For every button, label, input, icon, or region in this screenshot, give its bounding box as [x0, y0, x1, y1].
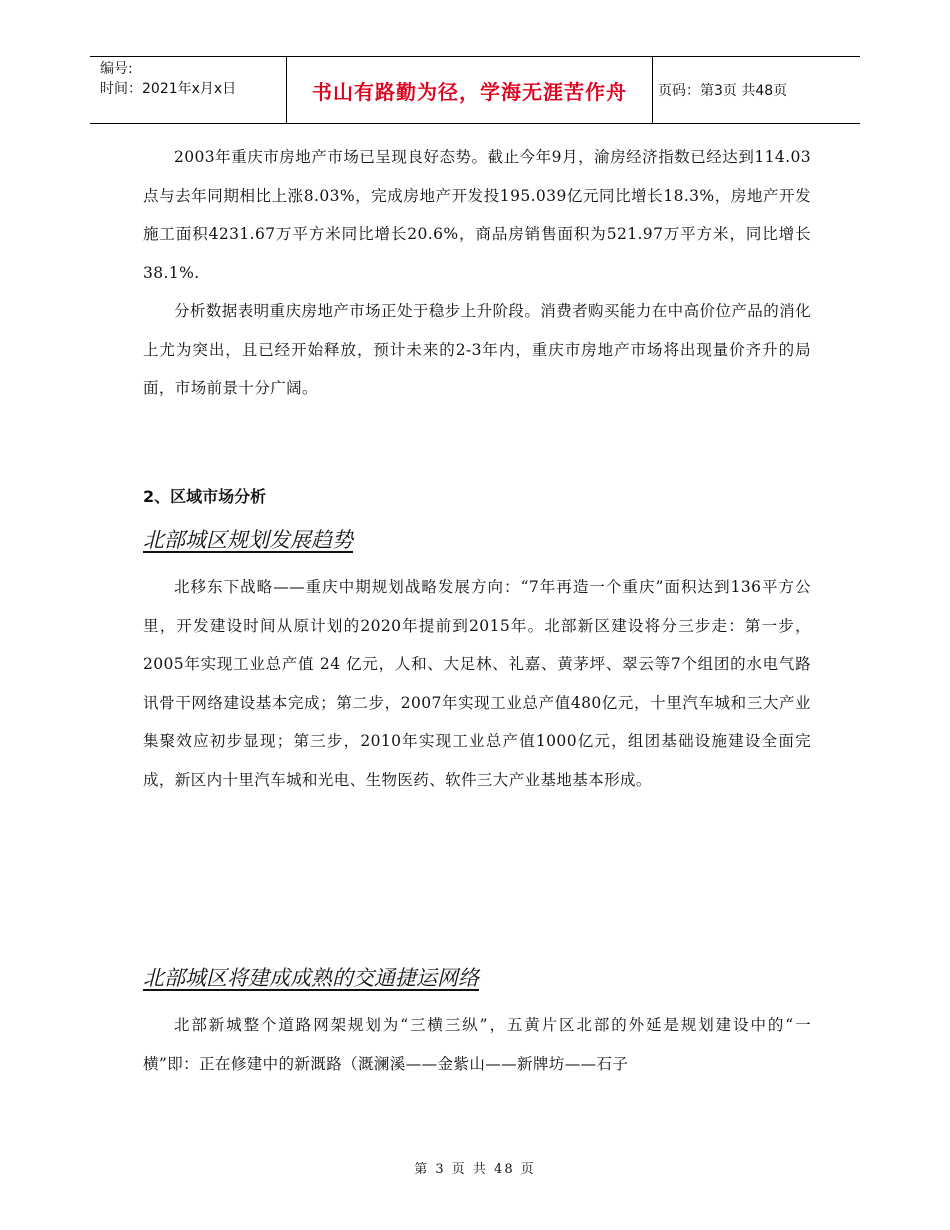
body-top: [143, 138, 811, 408]
document-time-label: 时间：2021年x月x日: [100, 81, 237, 97]
subheading-north-planning: 北部城区规划发展趋势: [143, 528, 353, 552]
subheading-north-transport: 北部城区将建成成熟的交通捷运网络: [143, 966, 479, 990]
body-bottom: [143, 1006, 811, 1083]
page-header: [90, 56, 860, 124]
paragraph-market-overview: 2003年重庆市房地产市场已呈现良好态势。截止今年9月，渝房经济指数已经达到114.03点与去年同期相比上涨8.03%，完成房地产开发投195.039亿元同比增长18.3%，房地产开发施工面积4231.67万平方米同比增长20.6%，商品房销售面积为521.97万平方米，同比增长38.1%.: [143, 148, 811, 282]
header-page-number: 页码：第3页 共48页: [658, 83, 788, 99]
header-motto: 书山有路勤为径，学海无涯苦作舟: [312, 79, 627, 104]
paragraph-road-network: 北部新城整个道路网架规划为“三横三纵”，五黄片区北部的外延是规划建设中的“一横”即：正在修建中的新溉路（溉澜溪——金紫山——新牌坊——石子: [143, 1016, 811, 1073]
header-motto-cell: [286, 57, 653, 123]
paragraph-north-strategy: 北移东下战略——重庆中期规划战略发展方向：“7年再造一个重庆”面积达到136平方公里，开发建设时间从原计划的2020年提前到2015年。北部新区建设将分三步走：第一步，2005年实现工业总产值 24 亿元，人和、大足林、礼嘉、黄茅坪、翠云等7个组团的水电气路讯骨干网络建设基本完成；第二步，2007年实现工业总产值480亿元，十里汽车城和三大产业集聚效应初步显现；第三步，2010年实现工业总产值1000亿元，组团基础设施建设全面完成，新区内十里汽车城和光电、生物医药、软件三大产业基地基本形成。: [143, 578, 811, 789]
paragraph-market-analysis: 分析数据表明重庆房地产市场正处于稳步上升阶段。消费者购买能力在中高价位产品的消化上尤为突出，且已经开始释放，预计未来的2-3年内，重庆市房地产市场将出现量价齐升的局面，市场前景十分广阔。: [143, 302, 811, 397]
document-number-label: 编号:: [100, 61, 133, 77]
section-title: 2、区域市场分析: [143, 487, 267, 506]
body-middle: [143, 568, 811, 799]
page-footer: 第 3 页 共 48 页: [414, 1162, 536, 1177]
header-meta: [100, 59, 236, 99]
